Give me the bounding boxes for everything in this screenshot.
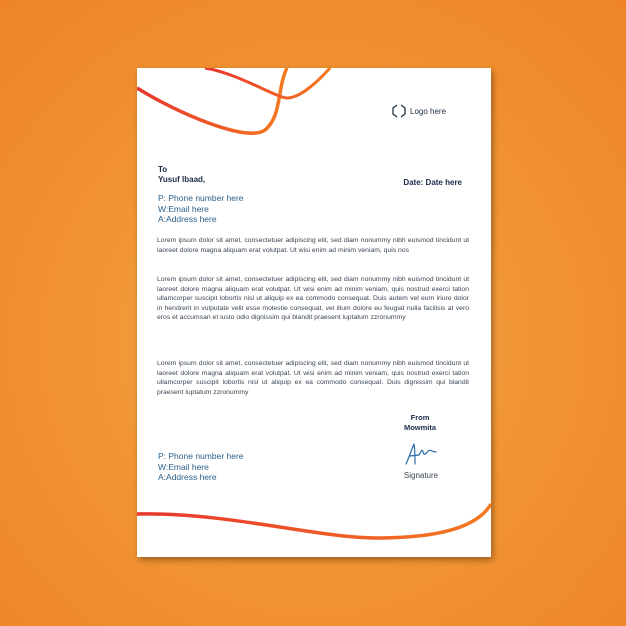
recipient-block xyxy=(158,165,205,185)
signature-label: Signature xyxy=(403,471,439,480)
address-line: A:Address here xyxy=(158,472,217,482)
email-line: W:Email here xyxy=(158,461,209,472)
body-paragraph: Lorem ipsum dolor sit amet, consectetuer adipiscing elit, sed diam nonummy nibh euismod tincidunt ut laoreet dolore magna aliquam erat volutpat. Ut wisi enim ad minim veniam, quis nostrud exerci tation ullamcorper suscipit lobortis nisl ut aliquip ex ea commodo consequat. Duis dignissim qui blandit praesent luptatum zzronummy xyxy=(157,360,469,396)
email-line: W:Email here xyxy=(158,203,209,214)
letterhead-sheet xyxy=(137,68,491,557)
sender-block xyxy=(395,413,445,433)
address-line: A:Address here xyxy=(158,214,217,224)
body-paragraph: Lorem ipsum dolor sit amet, consectetuer adipiscing elit, sed diam nonummy nibh euismod tincidunt ut laoreet dolore magna aliquam erat volutpat. Ut wisi enim ad minim veniam, quis nos xyxy=(157,237,469,254)
recipient-name: Yusuf Ibaad, xyxy=(158,175,206,184)
to-label: To xyxy=(158,165,168,174)
sender-name: Mowmita xyxy=(403,423,437,432)
phone-line: P: Phone number here xyxy=(158,451,244,461)
hexagon-outline-icon xyxy=(392,104,406,118)
body-paragraph: Lorem ipsum dolor sit amet, consectetuer adipiscing elit, sed diam nonummy nibh euismod tincidunt ut laoreet dolore magna aliquam erat volutpat. Ut wisi enim ad minim veniam, quis nostrud exerci tation ullamcorper suscipit lobortis nisl ut aliquip ex ea commodo consequat. Duis autem vel eum iriure dolor in hendrerit in vulputate velit esse molestie consequat, vel illum dolore eu feugiat nulla facilisis at vero eros et accumsan et iusto odio dignissim qui blandit praesent luptatum zzronummy xyxy=(157,276,469,322)
date-line: Date: Date here xyxy=(403,178,462,187)
handwritten-signature xyxy=(403,440,439,468)
logo xyxy=(392,104,446,118)
phone-line: P: Phone number here xyxy=(158,193,244,203)
from-label: From xyxy=(410,413,430,422)
logo-label: Logo here xyxy=(410,106,447,116)
contact-bottom xyxy=(158,451,244,483)
contact-top xyxy=(158,193,244,225)
